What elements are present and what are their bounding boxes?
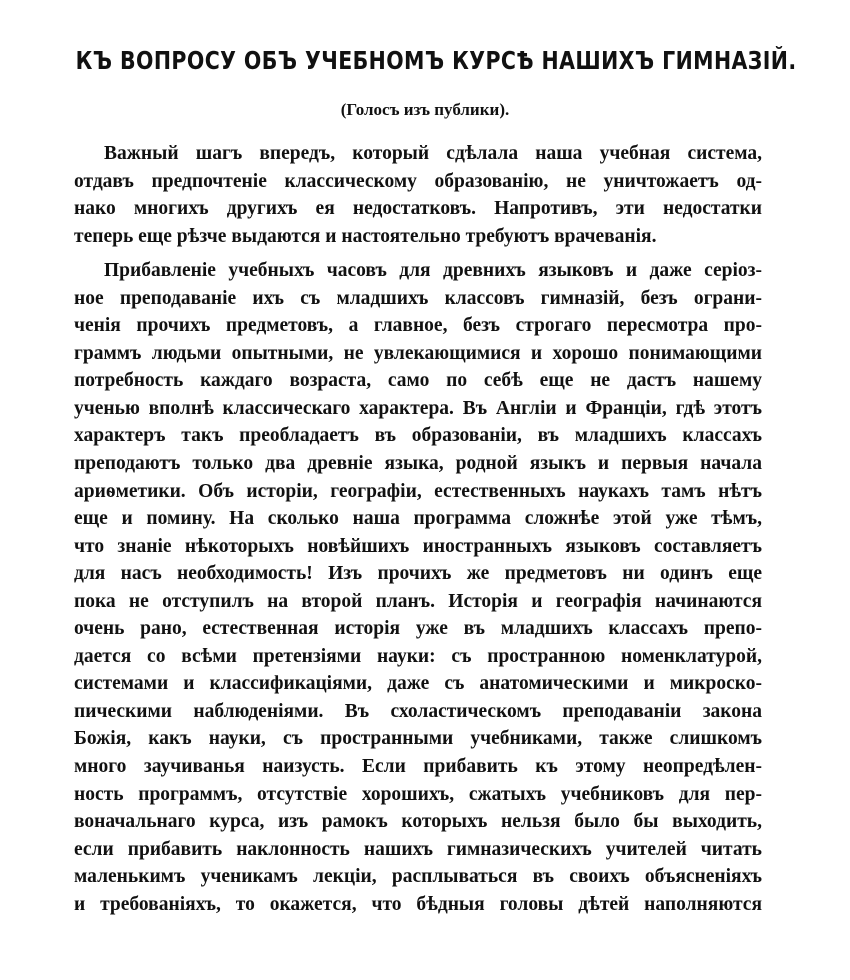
text-line: очень рано, естественная исторія уже въ младшихъ классахъ препо-	[74, 618, 762, 640]
text-line: ученью вполнѣ классическаго характера. Въ Англіи и Франціи, гдѣ этотъ	[74, 397, 762, 419]
paragraph-2	[74, 257, 762, 918]
text-line: пическими наблюденіями. Въ схоластическомъ преподаваніи закона	[74, 700, 762, 722]
text-line: для насъ необходимость! Изъ прочихъ же предметовъ ни одинъ еще	[74, 563, 762, 585]
text-line: нако многихъ другихъ ея недостатковъ. Напротивъ, эти недостатки	[74, 198, 762, 220]
text-line: преподаютъ только два древніе языка, родной языкъ и первыя начала	[74, 453, 762, 475]
text-line: потребность каждаго возраста, само по себѣ еще не дастъ нашему	[74, 370, 762, 392]
text-line: еще и помину. На сколько наша программа сложнѣе этой уже тѣмъ,	[74, 508, 762, 530]
text-line: что знаніе нѣкоторыхъ новѣйшихъ иностранныхъ языковъ составляетъ	[74, 535, 762, 557]
text-line: если прибавить наклонность нашихъ гимназическихъ учителей читать	[74, 838, 762, 860]
article-subtitle: (Голосъ изъ публики).	[340, 100, 510, 119]
text-line: Божія, какъ науки, съ пространными учебниками, также слишкомъ	[74, 728, 762, 750]
text-line: Важный шагъ впередъ, который сдѣлала наша учебная система,	[104, 143, 762, 164]
paragraph-1	[74, 140, 762, 250]
text-line: и требованіяхъ, то окажется, что бѣдныя головы дѣтей наполняются	[74, 893, 762, 915]
text-line: характеръ такъ преобладаетъ въ образованіи, въ младшихъ классахъ	[74, 425, 762, 447]
text-line: ность программъ, отсутствіе хорошихъ, сжатыхъ учебниковъ для пер-	[74, 783, 762, 805]
text-line: пока не отступилъ на второй планъ. Исторія и географія начинаются	[74, 590, 762, 612]
article-body	[74, 140, 762, 918]
text-line: ариѳметики. Объ исторіи, географіи, естественныхъ наукахъ тамъ нѣтъ	[74, 480, 762, 502]
paragraph-gap	[74, 250, 762, 257]
article-title: КЪ ВОПРОСУ ОБЪ УЧЕБНОМЪ КУРСѢ НАШИХЪ ГИМНАЗІЙ.	[75, 46, 797, 75]
text-line: Прибавленіе учебныхъ часовъ для древнихъ языковъ и даже серіоз-	[104, 260, 762, 282]
text-line: теперь еще рѣзче выдаются и настоятельно требуютъ врачеванія.	[74, 225, 657, 247]
text-line: ченія прочихъ предметовъ, а главное, безъ строгаго пересмотра про-	[74, 315, 762, 337]
text-line: дается со всѣми претензіями науки: съ пространною номенклатурой,	[74, 645, 762, 667]
text-line: много заучиванья наизусть. Если прибавить къ этому неопредѣлен-	[74, 756, 762, 778]
text-line: маленькимъ ученикамъ лекціи, расплываться въ своихъ объясненіяхъ	[74, 866, 762, 888]
text-line: ное преподаваніе ихъ съ младшихъ классовъ гимназій, безъ ограни-	[74, 287, 762, 309]
text-line: отдавъ предпочтеніе классическому образованію, не уничтожаетъ од-	[74, 170, 762, 192]
text-line: граммъ людьми опытными, не увлекающимися и хорошо понимающими	[74, 342, 762, 364]
text-line: воначальнаго курса, изъ рамокъ которыхъ нельзя было бы выходить,	[74, 811, 762, 833]
text-line: системами и классификаціями, даже съ анатомическими и микроско-	[74, 673, 762, 695]
